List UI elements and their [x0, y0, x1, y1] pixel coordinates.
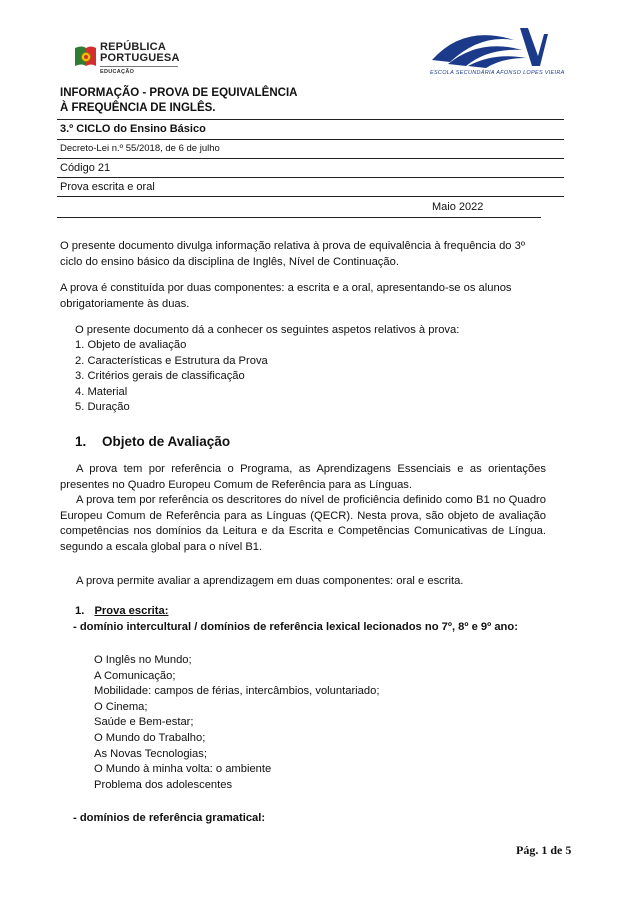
- section-paragraph-3: A prova permite avaliar a aprendizagem em duas componentes: oral e escrita.: [76, 575, 464, 587]
- divider: [57, 139, 564, 140]
- decree-law: Decreto-Lei n.º 55/2018, de 6 de julho: [60, 143, 220, 154]
- divider: [57, 196, 564, 197]
- section-heading: [75, 434, 230, 449]
- aspects-intro: O presente documento dá a conhecer os seguintes aspetos relativos à prova:: [75, 324, 460, 336]
- domain-heading-intercultural: - domínio intercultural / domínios de referência lexical lecionados no 7º, 8º e 9º ano:: [73, 621, 518, 633]
- doc-title-line-2: À FREQUÊNCIA DE INGLÊS.: [60, 102, 216, 114]
- republica-portuguesa-logo: [72, 40, 192, 80]
- topics-list: [94, 653, 379, 793]
- divider: [57, 177, 564, 178]
- list-item: 1. Objeto de avaliação: [75, 339, 187, 351]
- exam-type: Prova escrita e oral: [60, 181, 155, 193]
- intro-paragraph-2: A prova é constituída por duas componentes: a escrita e a oral, apresentando-se os alunos obrigatoriamente às duas.: [60, 282, 512, 310]
- flag-emblem-icon: [72, 44, 98, 70]
- school-logo: [428, 26, 565, 80]
- domain-heading-grammar: - domínios de referência gramatical:: [73, 812, 266, 824]
- list-item: 3. Critérios gerais de classificação: [75, 370, 245, 382]
- school-wave-icon: [428, 26, 548, 70]
- divider: [57, 217, 541, 218]
- list-item: O Mundo do Trabalho;: [94, 731, 206, 744]
- section-title: Objeto de Avaliação: [102, 434, 231, 449]
- list-item: As Novas Tecnologias;: [94, 747, 207, 760]
- section-paragraph-1: A prova tem por referência o Programa, as Aprendizagens Essenciais e as orientações presentes no Quadro Europeu Comum de Referência para as Línguas.: [60, 463, 546, 491]
- list-item: Mobilidade: campos de férias, intercâmbios, voluntariado;: [94, 685, 380, 698]
- logo-line-3: EDUCAÇÃO: [100, 69, 135, 75]
- doc-title-line-1: INFORMAÇÃO - PROVA DE EQUIVALÊNCIA: [60, 87, 298, 99]
- aspects-list: [75, 338, 268, 416]
- list-item: Problema dos adolescentes: [94, 778, 233, 791]
- intro-paragraph-1: O presente documento divulga informação relativa à prova de equivalência à frequência do 3º ciclo do ensino básico da disciplina de Inglês, Nível de Continuação.: [60, 240, 525, 268]
- logo-divider: [100, 66, 178, 67]
- section-paragraph-2: A prova tem por referência os descritores do nível de proficiência definido como B1 no Quadro Europeu Comum de Referência para as Línguas (QECR). Nesta prova, são objeto de avaliação competências nos domínios da Leitura e da Escrita e Competências Comunicativas de Língua. segundo a escala global para o nível B1.: [60, 494, 546, 553]
- page-number: Pág. 1 de 5: [516, 843, 572, 857]
- subsection-title: Prova escrita:: [94, 605, 169, 617]
- list-item: O Inglês no Mundo;: [94, 654, 192, 666]
- divider: [57, 158, 564, 159]
- subsection-heading: [75, 605, 168, 617]
- list-item: 4. Material: [75, 385, 128, 398]
- exam-date: Maio 2022: [432, 201, 484, 213]
- list-item: 2. Características e Estrutura da Prova: [75, 354, 268, 367]
- list-item: Saúde e Bem-estar;: [94, 716, 194, 729]
- exam-code: Código 21: [60, 162, 111, 174]
- section-number: 1.: [75, 434, 87, 449]
- subsection-number: 1.: [75, 605, 85, 617]
- list-item: A Comunicação;: [94, 669, 176, 682]
- school-cycle: 3.º CICLO do Ensino Básico: [60, 123, 206, 135]
- logo-line-1: REPÚBLICA: [100, 41, 166, 53]
- list-item: O Mundo à minha volta: o ambiente: [94, 763, 272, 776]
- divider: [57, 119, 564, 120]
- logo-line-2: PORTUGUESA: [100, 52, 180, 64]
- list-item: O Cinema;: [94, 700, 148, 713]
- school-name: ESCOLA SECUNDÁRIA AFONSO LOPES VIEIRA: [430, 70, 565, 76]
- list-item: 5. Duração: [75, 401, 130, 413]
